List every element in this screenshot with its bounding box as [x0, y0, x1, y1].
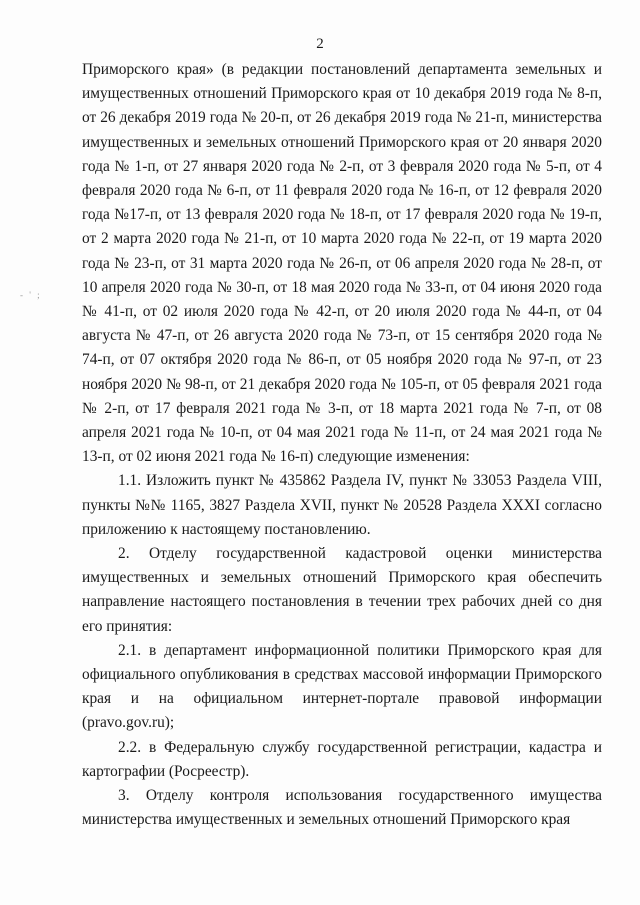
paragraph-item-2-2: 2.2. в Федеральную службу государственной регистрации, кадастра и картографии (Росреестр). [82, 738, 602, 780]
paragraph-item-1-1: 1.1. Изложить пункт № 435862 Раздела IV, пункт № 33053 Раздела VIII, пункты №№ 1165, 3827 Раздела XVII, пункт № 20528 Раздела XXXI согласно приложению к настоящему постановлению. [82, 472, 602, 538]
document-body [82, 58, 602, 833]
paragraph-item-3: 3. Отделу контроля использования государственного имущества министерства имущественных и земельных отношений Приморского края [82, 787, 602, 829]
paragraph-item-2: 2. Отделу государственной кадастровой оценки министерства имущественных и земельных отношений Приморского края обеспечить направление настоящего постановления в течении трех рабочих дней со дня его принятия: [82, 545, 602, 635]
page-number: 2 [316, 36, 324, 52]
scan-artifact: ‐ ' ; [20, 290, 42, 300]
paragraph-item-2-1: 2.1. в департамент информационной политики Приморского края для официального опубликования в средствах массовой информации Приморского края и на официальном интернет-портале правовой информации (pravo.gov.ru); [82, 641, 602, 732]
paragraph-amendments-list: Приморского края» (в редакции постановлений департамента земельных и имущественных отношений Приморского края от 10 декабря 2019 года № 8-п, от 26 декабря 2019 года № 20-п, от 26 декабря 2019 года № 21-п, министерства имущественных и земельных отношений Приморского края от 20 января 2020 года № 1-п, от 27 января 2020 года № 2-п, от 3 февраля 2020 года № 5-п, от 4 февраля 2020 года № 6-п, от 11 февраля 2020 года № 16-п, от 12 февраля 2020 года №17-п, от 13 февраля 2020 года № 18-п, от 17 февраля 2020 года № 19-п, от 2 марта 2020 года № 21-п, от 10 марта 2020 года № 22-п, от 19 марта 2020 года № 23-п, от 31 марта 2020 года № 26-п, от 06 апреля 2020 года № 28-п, от 10 апреля 2020 года № 30-п, от 18 мая 2020 года № 33-п, от 04 июня 2020 года № 41-п, от 02 июля 2020 года № 42-п, от 20 июля 2020 года № 44-п, от 04 августа № 47-п, от 26 августа 2020 года № 73-п, от 15 сентября 2020 года № 74-п, от 07 октября 2020 года № 86-п, от 05 ноября 2020 года № 97-п, от 23 ноября 2020 № 98-п, от 21 декабря 2020 года № 105-п, от 05 февраля 2021 года № 2-п, от 17 февраля 2021 года № 3-п, от 18 марта 2021 года № 7-п, от 08 апреля 2021 года № 10-п, от 04 мая 2021 года № 11-п, от 24 мая 2021 года № 13-п, от 02 июня 2021 года № 16-п) следующие изменения: [82, 61, 602, 466]
